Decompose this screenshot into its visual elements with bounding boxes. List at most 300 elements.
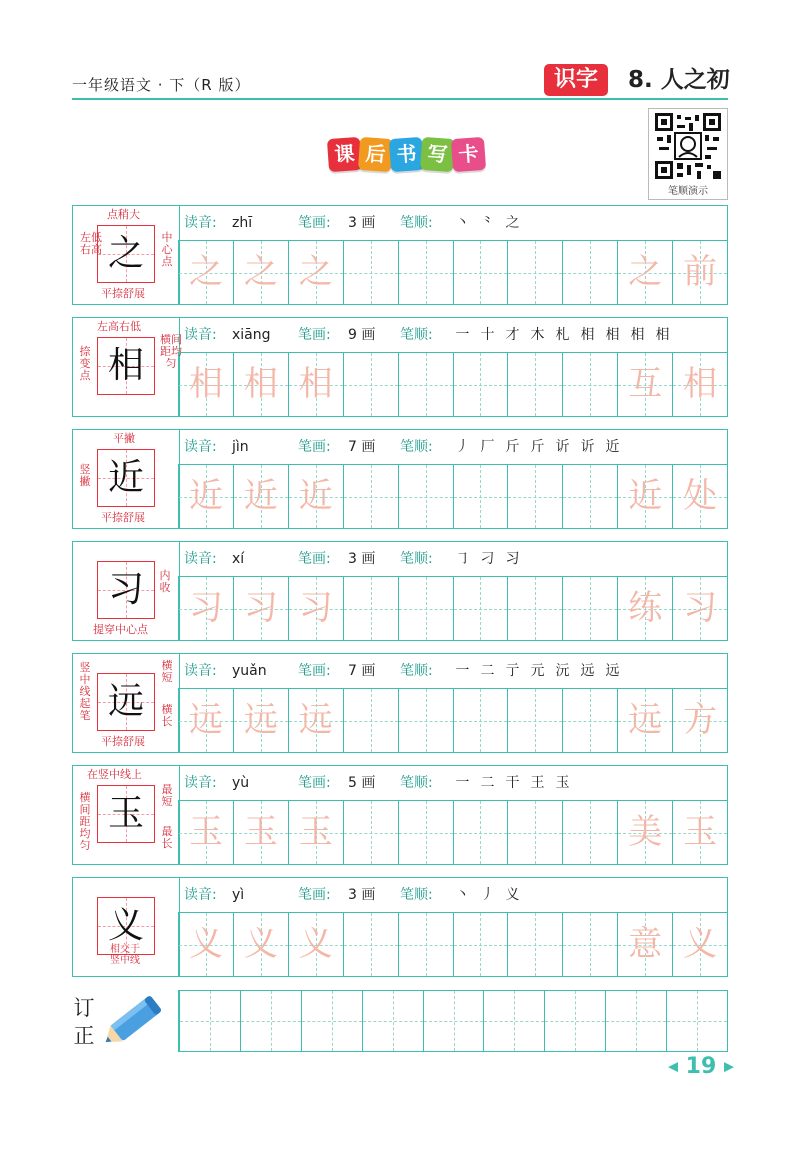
practice-cell[interactable]: [617, 689, 672, 752]
char-row: [72, 429, 728, 529]
trace-character: [454, 689, 508, 752]
annotation: 内收: [159, 569, 171, 594]
correction-cell[interactable]: [544, 991, 605, 1051]
card-title: [328, 138, 483, 171]
practice-cell[interactable]: [672, 353, 727, 416]
character-box: [72, 429, 180, 529]
practice-cell[interactable]: [507, 913, 562, 976]
trace-character: 远: [243, 700, 278, 740]
stroke-step: 干: [505, 775, 520, 791]
trace-character: 相: [298, 364, 333, 404]
character-box: [72, 765, 180, 865]
pencil-icon: [98, 988, 170, 1052]
annotation: 左高右低: [97, 320, 141, 333]
qr-code-icon: [655, 113, 721, 179]
card-title-char: 卡: [451, 137, 486, 172]
char-row: [72, 877, 728, 977]
pinyin-value: xiāng: [232, 327, 271, 343]
practice-cell[interactable]: [453, 801, 508, 864]
trace-character: 玉: [243, 812, 278, 852]
stroke-count-value: 7 画: [348, 663, 376, 679]
model-character: 远: [107, 681, 144, 722]
practice-cell[interactable]: [178, 353, 233, 416]
trace-character: [454, 801, 508, 864]
trace-character: [399, 465, 453, 528]
annotation: 平撇: [113, 432, 135, 445]
practice-grid: [178, 801, 728, 865]
trace-character: 义: [683, 924, 718, 964]
stroke-step: 䜣: [555, 439, 570, 455]
pinyin-label: 读音:: [184, 439, 217, 455]
stroke-step: 近: [605, 439, 620, 455]
stroke-count-label: 笔画:: [298, 887, 331, 903]
trace-character: [563, 577, 617, 640]
trace-character: [399, 801, 453, 864]
annotation: 最长: [161, 825, 173, 850]
practice-cell[interactable]: [562, 801, 617, 864]
char-row: [72, 317, 728, 417]
correction-cell[interactable]: [179, 991, 240, 1051]
correction-cell[interactable]: [605, 991, 666, 1051]
practice-cell[interactable]: [288, 353, 343, 416]
trace-character: [344, 577, 398, 640]
trace-character: [399, 353, 453, 416]
stroke-step: 远: [605, 663, 620, 679]
model-character: 之: [107, 233, 144, 274]
stroke-step: 元: [530, 663, 545, 679]
trace-character: [454, 913, 508, 976]
practice-cell[interactable]: [672, 241, 727, 304]
annotation: 平捺舒展: [101, 511, 145, 524]
practice-cell[interactable]: [617, 801, 672, 864]
practice-cell[interactable]: [178, 913, 233, 976]
trace-character: 近: [243, 476, 278, 516]
trace-character: 远: [298, 700, 333, 740]
practice-cell[interactable]: [507, 241, 562, 304]
trace-character: [563, 241, 617, 304]
practice-cell[interactable]: [178, 689, 233, 752]
stroke-step: 斤: [530, 439, 545, 455]
practice-cell[interactable]: [672, 913, 727, 976]
card-title-char: 课: [327, 137, 362, 172]
stroke-step: 相: [630, 327, 645, 343]
practice-cell[interactable]: [453, 913, 508, 976]
character-box: [72, 877, 180, 977]
stroke-count-label: 笔画:: [298, 439, 331, 455]
practice-cell[interactable]: [178, 801, 233, 864]
trace-character: [344, 353, 398, 416]
annotation: 竖中线起笔: [79, 661, 91, 722]
annotation: 最短: [161, 783, 173, 808]
stroke-step: 义: [505, 887, 520, 903]
correction-grid: [178, 990, 728, 1052]
stroke-count-label: 笔画:: [298, 663, 331, 679]
practice-grid: [178, 913, 728, 977]
trace-character: 方: [683, 700, 718, 740]
stroke-count-value: 3 画: [348, 215, 376, 231]
trace-character: [344, 241, 398, 304]
stroke-step: 相: [605, 327, 620, 343]
trace-character: [508, 913, 562, 976]
stroke-order-label: 笔顺:: [400, 551, 433, 567]
stroke-step: 二: [480, 775, 495, 791]
model-character: 义: [107, 905, 144, 946]
trace-character: [344, 465, 398, 528]
practice-cell[interactable]: [343, 801, 398, 864]
practice-cell[interactable]: [233, 353, 288, 416]
stroke-order: [450, 430, 625, 464]
pinyin-label: 读音:: [184, 551, 217, 567]
trace-character: 之: [243, 252, 278, 292]
stroke-order-label: 笔顺:: [400, 439, 433, 455]
pinyin-label: 读音:: [184, 215, 217, 231]
trace-character: 习: [298, 588, 333, 628]
practice-cell[interactable]: [398, 353, 453, 416]
annotation: 横间距均匀: [79, 791, 91, 852]
trace-character: 之: [628, 252, 663, 292]
card-title-char: 后: [358, 137, 393, 172]
char-row: [72, 653, 728, 753]
trace-character: 前: [683, 252, 718, 292]
annotation: 横短: [161, 659, 173, 684]
stroke-count-value: 9 画: [348, 327, 376, 343]
trace-character: 义: [298, 924, 333, 964]
stroke-step: 木: [530, 327, 545, 343]
trace-character: 近: [188, 476, 223, 516]
header-divider: [72, 98, 728, 100]
trace-character: 处: [683, 476, 718, 516]
trace-character: [508, 689, 562, 752]
practice-cell[interactable]: [562, 241, 617, 304]
practice-cell[interactable]: [617, 465, 672, 528]
stroke-step: 丶: [455, 887, 470, 903]
correction-cell[interactable]: [240, 991, 301, 1051]
stroke-step: 之: [505, 215, 520, 231]
practice-cell[interactable]: [453, 465, 508, 528]
practice-cell[interactable]: [343, 577, 398, 640]
info-bar: [178, 653, 728, 689]
trace-character: [508, 801, 562, 864]
stroke-order: [450, 766, 575, 800]
practice-cell[interactable]: [453, 353, 508, 416]
annotation: 中心点: [161, 231, 173, 268]
practice-cell[interactable]: [507, 689, 562, 752]
pinyin-label: 读音:: [184, 775, 217, 791]
trace-character: [508, 577, 562, 640]
trace-character: [344, 689, 398, 752]
trace-character: [344, 801, 398, 864]
info-bar: [178, 765, 728, 801]
stroke-order: [450, 318, 675, 352]
stroke-step: 玉: [555, 775, 570, 791]
stroke-order: [450, 206, 525, 240]
trace-character: 玉: [188, 812, 223, 852]
practice-cell[interactable]: [617, 577, 672, 640]
pinyin-label: 读音:: [184, 887, 217, 903]
practice-cell[interactable]: [507, 353, 562, 416]
annotation: 捺变点: [79, 345, 91, 382]
correction-cell[interactable]: [362, 991, 423, 1051]
next-page-icon[interactable]: ▶: [723, 1059, 734, 1075]
practice-cell[interactable]: [288, 577, 343, 640]
stroke-step: 相: [655, 327, 670, 343]
practice-cell[interactable]: [398, 241, 453, 304]
trace-character: 习: [683, 588, 718, 628]
stroke-step: 才: [505, 327, 520, 343]
trace-character: 相: [243, 364, 278, 404]
trace-character: [563, 913, 617, 976]
practice-cell[interactable]: [617, 353, 672, 416]
qr-code[interactable]: [648, 108, 728, 200]
character-box: [72, 317, 180, 417]
practice-cell[interactable]: [562, 465, 617, 528]
card-title-char: 书: [389, 137, 424, 172]
page-number: [668, 1054, 734, 1079]
trace-character: 之: [298, 252, 333, 292]
card-title-char: 写: [420, 137, 455, 172]
stroke-step: 沅: [555, 663, 570, 679]
trace-character: [508, 465, 562, 528]
stroke-step: 厂: [480, 439, 495, 455]
stroke-step: ㇆: [455, 551, 470, 567]
correction-cell[interactable]: [301, 991, 362, 1051]
trace-character: 习: [188, 588, 223, 628]
practice-cell[interactable]: [507, 801, 562, 864]
trace-character: 近: [298, 476, 333, 516]
trace-character: [454, 353, 508, 416]
trace-character: 美: [628, 812, 663, 852]
practice-cell[interactable]: [288, 241, 343, 304]
stroke-step: 丶: [455, 215, 470, 231]
practice-cell[interactable]: [233, 913, 288, 976]
practice-cell[interactable]: [178, 577, 233, 640]
annotation: 平捺舒展: [101, 287, 145, 300]
stroke-step: 斤: [505, 439, 520, 455]
stroke-step: 相: [580, 327, 595, 343]
pinyin-value: xí: [232, 551, 245, 567]
practice-cell[interactable]: [233, 577, 288, 640]
trace-character: [344, 913, 398, 976]
trace-character: [563, 353, 617, 416]
trace-character: 远: [628, 700, 663, 740]
stroke-count-label: 笔画:: [298, 215, 331, 231]
trace-character: [563, 465, 617, 528]
practice-cell[interactable]: [343, 913, 398, 976]
trace-character: [454, 465, 508, 528]
practice-grid: [178, 577, 728, 641]
pinyin-value: yù: [232, 775, 250, 791]
pinyin-value: yì: [232, 887, 245, 903]
correction-cell[interactable]: [483, 991, 544, 1051]
practice-cell[interactable]: [398, 465, 453, 528]
model-character: 近: [107, 457, 144, 498]
practice-cell[interactable]: [288, 465, 343, 528]
pinyin-label: 读音:: [184, 663, 217, 679]
section-tag: 识字: [544, 64, 608, 96]
stroke-order-label: 笔顺:: [400, 887, 433, 903]
trace-character: [454, 577, 508, 640]
stroke-step: 丿: [455, 439, 470, 455]
model-character: 玉: [107, 793, 144, 834]
trace-character: 互: [628, 364, 663, 404]
stroke-step: 䜣: [580, 439, 595, 455]
annotation: 提穿中心点: [93, 623, 148, 636]
annotation: 平捺舒展: [101, 735, 145, 748]
correction-cell[interactable]: [423, 991, 484, 1051]
trace-character: [563, 801, 617, 864]
stroke-step: 札: [555, 327, 570, 343]
trace-character: [399, 913, 453, 976]
annotation: 横长: [161, 703, 173, 728]
annotation: 左低右高: [80, 231, 102, 256]
practice-cell[interactable]: [343, 465, 398, 528]
practice-cell[interactable]: [288, 801, 343, 864]
practice-cell[interactable]: [233, 689, 288, 752]
stroke-step: 一: [455, 663, 470, 679]
stroke-step: 丿: [480, 887, 495, 903]
practice-cell[interactable]: [398, 913, 453, 976]
trace-character: 义: [188, 924, 223, 964]
stroke-order-label: 笔顺:: [400, 327, 433, 343]
pinyin-value: zhī: [232, 215, 253, 231]
correction-label: 订正: [73, 996, 95, 1048]
char-row: [72, 205, 728, 305]
trace-character: 近: [628, 476, 663, 516]
practice-cell[interactable]: [398, 689, 453, 752]
practice-grid: [178, 353, 728, 417]
practice-cell[interactable]: [562, 577, 617, 640]
practice-grid: [178, 241, 728, 305]
info-bar: [178, 877, 728, 913]
info-bar: [178, 541, 728, 577]
practice-cell[interactable]: [507, 577, 562, 640]
practice-grid: [178, 465, 728, 529]
stroke-order-label: 笔顺:: [400, 215, 433, 231]
page-number-value: 19: [685, 1054, 717, 1079]
trace-character: [508, 241, 562, 304]
stroke-order-label: 笔顺:: [400, 663, 433, 679]
practice-cell[interactable]: [343, 241, 398, 304]
char-row: [72, 765, 728, 865]
trace-character: [399, 577, 453, 640]
stroke-step: 刁: [480, 551, 495, 567]
trace-character: 义: [243, 924, 278, 964]
info-bar: [178, 429, 728, 465]
stroke-count-label: 笔画:: [298, 551, 331, 567]
correction-cell[interactable]: [666, 991, 727, 1051]
trace-character: [454, 241, 508, 304]
annotation: 点稍大: [107, 208, 140, 221]
model-character: 习: [107, 569, 144, 610]
practice-cell[interactable]: [672, 577, 727, 640]
model-character: 相: [107, 345, 144, 386]
practice-cell[interactable]: [617, 241, 672, 304]
pinyin-value: jìn: [232, 439, 249, 455]
practice-cell[interactable]: [672, 465, 727, 528]
pinyin-label: 读音:: [184, 327, 217, 343]
practice-cell[interactable]: [233, 241, 288, 304]
stroke-count-label: 笔画:: [298, 775, 331, 791]
lesson-title: 8. 人之初: [628, 67, 730, 93]
practice-cell[interactable]: [233, 801, 288, 864]
trace-character: 玉: [683, 812, 718, 852]
practice-cell[interactable]: [178, 241, 233, 304]
annotation: 相交于竖中线: [110, 944, 140, 966]
character-box: [72, 541, 180, 641]
stroke-order-label: 笔顺:: [400, 775, 433, 791]
stroke-step: 一: [455, 775, 470, 791]
trace-character: 习: [243, 588, 278, 628]
practice-cell[interactable]: [233, 465, 288, 528]
trace-character: 之: [188, 252, 223, 292]
practice-cell[interactable]: [398, 801, 453, 864]
practice-cell[interactable]: [672, 689, 727, 752]
stroke-step: 亍: [505, 663, 520, 679]
trace-character: 相: [188, 364, 223, 404]
stroke-order: [450, 878, 525, 912]
practice-cell[interactable]: [288, 913, 343, 976]
practice-cell[interactable]: [178, 465, 233, 528]
practice-grid: [178, 689, 728, 753]
prev-page-icon[interactable]: ◀: [668, 1059, 678, 1075]
practice-cell[interactable]: [398, 577, 453, 640]
stroke-step: 习: [505, 551, 520, 567]
info-bar: [178, 205, 728, 241]
stroke-count-value: 3 画: [348, 887, 376, 903]
stroke-step: ⺀: [480, 215, 495, 231]
annotation: 横间距均匀: [160, 333, 182, 370]
trace-character: 意: [628, 924, 663, 964]
trace-character: [508, 353, 562, 416]
practice-cell[interactable]: [562, 913, 617, 976]
pinyin-value: yuǎn: [232, 663, 267, 679]
trace-character: [563, 689, 617, 752]
stroke-count-value: 5 画: [348, 775, 376, 791]
practice-cell[interactable]: [453, 689, 508, 752]
stroke-step: 一: [455, 327, 470, 343]
practice-cell[interactable]: [562, 689, 617, 752]
practice-cell[interactable]: [343, 353, 398, 416]
practice-cell[interactable]: [343, 689, 398, 752]
stroke-step: 远: [580, 663, 595, 679]
info-bar: [178, 317, 728, 353]
character-box: [72, 205, 180, 305]
trace-character: 玉: [298, 812, 333, 852]
stroke-count-value: 7 画: [348, 439, 376, 455]
stroke-step: 十: [480, 327, 495, 343]
practice-cell[interactable]: [672, 801, 727, 864]
trace-character: 练: [628, 588, 663, 628]
trace-character: 远: [188, 700, 223, 740]
character-box: [72, 653, 180, 753]
header-book-title: 一年级语文 · 下（R 版）: [72, 76, 251, 94]
practice-cell[interactable]: [288, 689, 343, 752]
stroke-count-value: 3 画: [348, 551, 376, 567]
stroke-step: 王: [530, 775, 545, 791]
practice-cell[interactable]: [453, 577, 508, 640]
stroke-step: 二: [480, 663, 495, 679]
practice-cell[interactable]: [617, 913, 672, 976]
trace-character: [399, 241, 453, 304]
qr-label: 笔顺演示: [668, 186, 708, 197]
trace-character: [399, 689, 453, 752]
practice-cell[interactable]: [562, 353, 617, 416]
practice-cell[interactable]: [453, 241, 508, 304]
stroke-order: [450, 542, 525, 576]
annotation: 在竖中线上: [87, 768, 142, 781]
char-row: [72, 541, 728, 641]
practice-cell[interactable]: [507, 465, 562, 528]
